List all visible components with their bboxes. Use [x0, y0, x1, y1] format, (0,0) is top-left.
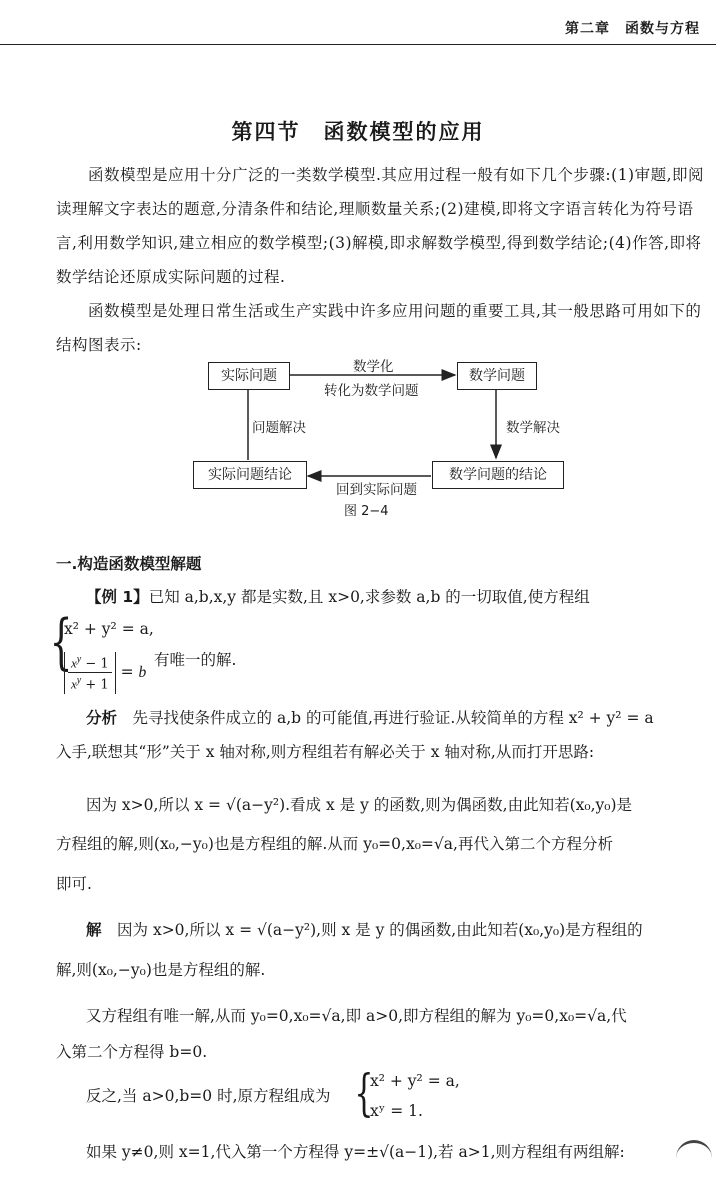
- analysis-line-1: 分析 先寻找使条件成立的 a,b 的可能值,再进行验证.从较简单的方程 x² + y² = a: [86, 709, 654, 727]
- label-problem-solved: 问题解决: [252, 420, 306, 436]
- solution-line-2: 解,则(x₀,−y₀)也是方程组的解.: [56, 961, 266, 979]
- last-line: 如果 y≠0,则 x=1,代入第一个方程得 y=±√(a−1),若 a>1,则方程组有两组解:: [86, 1143, 625, 1161]
- because-line-2: 方程组的解,则(x₀,−y₀)也是方程组的解.从而 y₀=0,x₀=√a,再代入第二个方程分析: [56, 835, 613, 853]
- analysis-label: 分析: [86, 709, 118, 727]
- box-real-problem: 实际问题: [208, 362, 290, 390]
- box-math-conclusion: 数学问题的结论: [432, 461, 564, 489]
- converse-eq-2: xʸ = 1.: [370, 1102, 423, 1120]
- analysis-line-2: 入手,联想其“形”关于 x 轴对称,则方程组若有解必关于 x 轴对称,从而打开思路:: [56, 743, 595, 761]
- section-heading: 一.构造函数模型解题: [56, 555, 202, 573]
- label-convert: 转化为数学问题: [324, 383, 419, 399]
- example-1: [86, 585, 590, 607]
- diagram-arrows: [0, 0, 716, 520]
- intro-paragraph-1: 函数模型是应用十分广泛的一类数学模型.其应用过程一般有如下几个步骤:(1)审题,即阅读理解文字表达的题意,分清条件和结论,理顺数量关系;(2)建模,即将文字语言转化为符号语言,利用数学知识,建立相应的数学模型;(3)解模,即求解数学模型,得到数学结论;(4)作答,即将数学结论还原成实际问题的过程.: [56, 166, 705, 286]
- solution-line-1: 解 因为 x>0,所以 x = √(a−y²),则 x 是 y 的偶函数,由此知若(x₀,y₀)是方程组的: [86, 921, 643, 939]
- system-brace: {: [49, 607, 73, 677]
- label-mathematize: 数学化: [353, 359, 394, 375]
- converse-eq-1: x² + y² = a,: [370, 1072, 460, 1090]
- section-title: 第四节 函数模型的应用: [231, 120, 485, 144]
- example-text: 已知 a,b,x,y 都是实数,且 x>0,求参数 a,b 的一切取值,使方程组: [148, 588, 590, 606]
- because-line-3: 即可.: [56, 875, 92, 893]
- because-line-1: 因为 x>0,所以 x = √(a−y²).看成 x 是 y 的函数,则为偶函数,由此知若(x₀,y₀)是: [86, 796, 633, 814]
- page-corner-decoration: [676, 1140, 712, 1163]
- label-back-to-real: 回到实际问题: [336, 482, 417, 498]
- converse-text: 反之,当 a>0,b=0 时,原方程组成为: [86, 1087, 331, 1105]
- example-label: 【例 1】: [86, 588, 149, 606]
- figure-caption: 图 2−4: [344, 504, 389, 519]
- system-eq-2: $\frac{x^y - 1}{x^y + 1}$ = b: [64, 652, 146, 694]
- solution2-line-2: 入第二个方程得 b=0.: [56, 1043, 208, 1061]
- system-eq-1: x² + y² = a,: [64, 620, 154, 638]
- box-math-problem: 数学问题: [457, 362, 537, 390]
- running-head: 第二章 函数与方程: [565, 21, 700, 37]
- converse-brace: {: [354, 1064, 374, 1122]
- solution2-line-1: 又方程组有唯一解,从而 y₀=0,x₀=√a,即 a>0,即方程组的解为 y₀=0,x₀=√a,代: [86, 1007, 627, 1025]
- system-tail: 有唯一的解.: [154, 651, 237, 669]
- solution-label: 解: [86, 921, 102, 939]
- label-math-solve: 数学解决: [506, 420, 560, 436]
- box-real-conclusion: 实际问题结论: [193, 461, 307, 489]
- intro-paragraph-2: 函数模型是处理日常生活或生产实践中许多应用问题的重要工具,其一般思路可用如下的结构图表示:: [56, 302, 702, 354]
